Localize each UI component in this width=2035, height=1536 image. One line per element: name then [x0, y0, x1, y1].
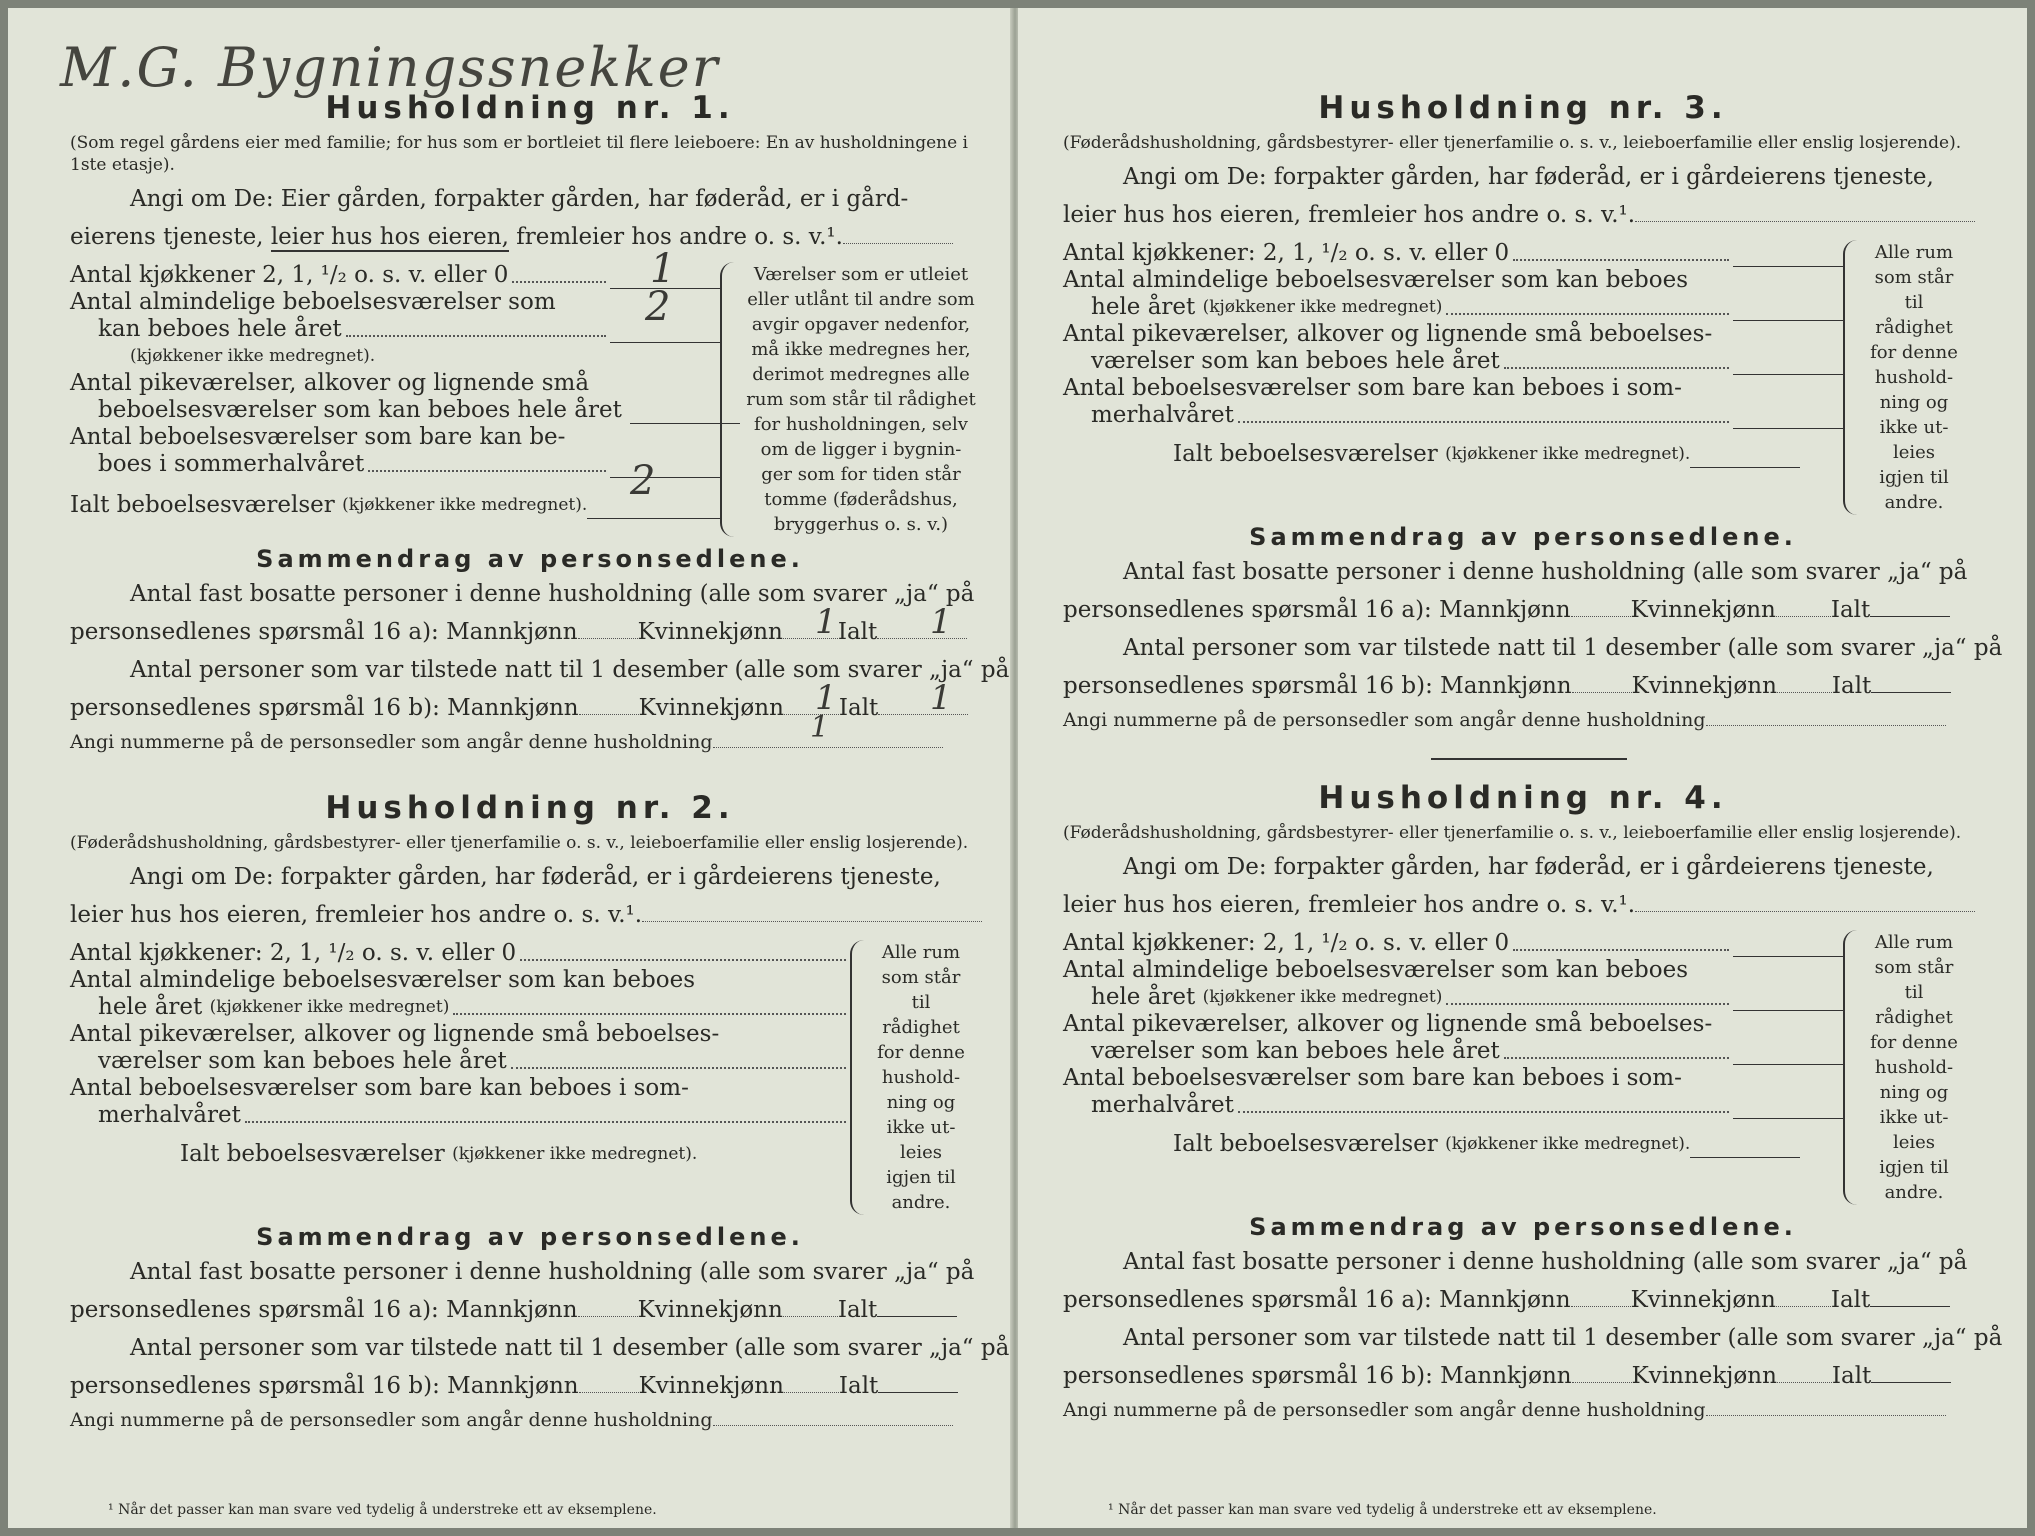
household-4-title: Husholdning nr. 4. — [1318, 780, 1728, 816]
total-rooms-row: Ialt beboelsesværelser (kjøkkener ikke medregnet). — [70, 492, 720, 519]
handwritten-answer: 2 — [645, 284, 671, 330]
maid-rooms-row: beboelsesværelser som kan beboes hele året — [70, 397, 720, 424]
household-2-room-grid: Antal kjøkkener: 2, 1, ¹/₂ o. s. v. eller 0 Antal almindelige beboelsesværelser som kan beboes hele året (kjøkkener ikke medregnet) Antal pikeværelser, alkover og lignende små beboelses- værelser som kan beboes hele året Antal beboelsesværelser som bare kan beboes i som- merhalvåret Ialt beboelsesværelser (kjøkkener ikke medregnet). Alle rum som står til rådighet for denne hushold-ning og ikke ut-leies igjen til andre. — [70, 940, 965, 1213]
footnote: ¹ Når det passer kan man svare ved tydelig å understreke ett av eksemplene. — [108, 1502, 657, 1518]
household-1-title: Husholdning nr. 1. — [325, 90, 735, 126]
household-1-side-note: Værelser som er utleiet eller utlånt til andre som avgir opgaver nedenfor, må ikke medregnes her, derimot medregnes alle rum som står til rådighet for husholdningen, selv om de ligger i bygnin-ger som for tiden står tomme (føderådshus, bryggerhus o. s. v.) — [746, 264, 976, 535]
right-page: Husholdning nr. 3. (Føderådshusholdning, gårdsbestyrer- eller tjenerfamilie o. s. v., leieboerfamilie eller enslig losjerende). Angi om De: forpakter gården, har føderåd, er i gårdeierens tjeneste, leier hus hos eieren, fremleier hos andre o. s. v.¹. Antal kjøkkener: 2, 1, ¹/₂ o. s. v. eller 0 Antal almindelige beboelsesværelser som kan beboes hele året (kjøkkener ikke medregnet) Antal pikeværelser, alkover og lignende små beboelses- værelser som kan beboes hele året Antal beboelsesværelser som bare kan beboes i som- merhalvåret Ialt beboelsesværelser (kjøkkener ikke medregnet). Alle rum som står til rådighet for denne hushold-ning og ikke ut-leies igjen til andre. Sammendrag av personsedlene. Antal fast bosatte personer i denne husholdning (alle som svarer „ja“ på personsedlenes spørsmål 16 a): Mannkjønn Kvinnekjønn Ialt Antal personer som var tilstede natt til 1 desember (alle som svarer „ja“ på personsedlenes spørsmål 16 b): Mannkjønn Kvinnekjønn Ialt Angi nummerne på de personsedler som angår denne husholdning Husholdning nr. 4. (Føderådshusholdning, gårdsbestyrer- eller tjenerfamilie o. s. v., leieboerfamilie eller enslig losjerende). Angi om De: forpakter gården, har føderåd, er i gårdeierens tjeneste, leier hus hos eieren, fremleier hos andre o. s. v.¹. Antal kjøkkener: 2, 1, ¹/₂ o. s. v. eller 0 Antal almindelige beboelsesværelser som kan beboes hele året (kjøkkener ikke medregnet) Antal pikeværelser, alkover og lignende små beboelses- værelser som kan beboes hele året Antal beboelsesværelser som bare kan beboes i som- merhalvåret Ialt beboelsesværelser (kjøkkener ikke medregnet). Alle rum som står til rådighet for denne hushold-ning og ikke ut-leies igjen til andre. Sammendrag av personsedlene. Antal fast bosatte personer i denne husholdning (alle som svarer „ja“ på personsedlenes spørsmål 16 a): Mannkjønn Kvinnekjønn Ialt Antal personer som var tilstede natt til 1 desember (alle som svarer „ja“ på personsedlenes spørsmål 16 b): Mannkjønn Kvinnekjønn Ialt Angi nummerne på de personsedler som angår denne husholdning ¹ Når det passer kan man svare ved tydelig å understreke ett av eksemplene. — [1018, 8, 2027, 1528]
household-4: Husholdning nr. 4. (Føderådshusholdning, gårdsbestyrer- eller tjenerfamilie o. s. v., leieboerfamilie eller enslig losjerende). Angi om De: forpakter gården, har føderåd, er i gårdeierens tjeneste, leier hus hos eieren, fremleier hos andre o. s. v.¹. Antal kjøkkener: 2, 1, ¹/₂ o. s. v. eller 0 Antal almindelige beboelsesværelser som kan beboes hele året (kjøkkener ikke medregnet) Antal pikeværelser, alkover og lignende små beboelses- værelser som kan beboes hele året Antal beboelsesværelser som bare kan beboes i som- merhalvåret Ialt beboelsesværelser (kjøkkener ikke medregnet). Alle rum som står til rådighet for denne hushold-ning og ikke ut-leies igjen til andre. Sammendrag av personsedlene. Antal fast bosatte personer i denne husholdning (alle som svarer „ja“ på personsedlenes spørsmål 16 a): Mannkjønn Kvinnekjønn Ialt Antal personer som var tilstede natt til 1 desember (alle som svarer „ja“ på personsedlenes spørsmål 16 b): Mannkjønn Kvinnekjønn Ialt Angi nummerne på de personsedler som angår denne husholdning — [1063, 780, 2003, 1421]
household-3: Husholdning nr. 3. (Føderådshusholdning, gårdsbestyrer- eller tjenerfamilie o. s. v., leieboerfamilie eller enslig losjerende). Angi om De: forpakter gården, har føderåd, er i gårdeierens tjeneste, leier hus hos eieren, fremleier hos andre o. s. v.¹. Antal kjøkkener: 2, 1, ¹/₂ o. s. v. eller 0 Antal almindelige beboelsesværelser som kan beboes hele året (kjøkkener ikke medregnet) Antal pikeværelser, alkover og lignende små beboelses- værelser som kan beboes hele året Antal beboelsesværelser som bare kan beboes i som- merhalvåret Ialt beboelsesværelser (kjøkkener ikke medregnet). Alle rum som står til rådighet for denne hushold-ning og ikke ut-leies igjen til andre. Sammendrag av personsedlene. Antal fast bosatte personer i denne husholdning (alle som svarer „ja“ på personsedlenes spørsmål 16 a): Mannkjønn Kvinnekjønn Ialt Antal personer som var tilstede natt til 1 desember (alle som svarer „ja“ på personsedlenes spørsmål 16 b): Mannkjønn Kvinnekjønn Ialt Angi nummerne på de personsedler som angår denne husholdning — [1063, 90, 2003, 731]
household-1-angi-line1: Angi om De: Eier gården, forpakter gården, har føderåd, er i gård- — [130, 186, 909, 212]
summary-16a: personsedlenes spørsmål 16 a): Mannkjønn Kvinnekjønn Ialt 1 1 — [70, 613, 990, 651]
household-1-angi-line2: eierens tjeneste, leier hus hos eieren, fremleier hos andre o. s. v.¹. — [70, 218, 990, 256]
person-numbers: Angi nummerne på de personsedler som angår denne husholdning 1 — [70, 727, 990, 757]
summary-16b: personsedlenes spørsmål 16 b): Mannkjønn Kvinnekjønn Ialt 1 1 — [70, 689, 990, 727]
kitchens-row: Antal kjøkkener 2, 1, ¹/₂ o. s. v. eller 0 — [70, 262, 720, 289]
census-form-spread — [8, 8, 2027, 1528]
household-2: Husholdning nr. 2. (Føderådshusholdning, gårdsbestyrer- eller tjenerfamilie o. s. v., leieboerfamilie eller enslig losjerende). Angi om De: forpakter gården, har føderåd, er i gårdeierens tjeneste, leier hus hos eieren, fremleier hos andre o. s. v.¹. Antal kjøkkener: 2, 1, ¹/₂ o. s. v. eller 0 Antal almindelige beboelsesværelser som kan beboes hele året (kjøkkener ikke medregnet) Antal pikeværelser, alkover og lignende små beboelses- værelser som kan beboes hele året Antal beboelsesværelser som bare kan beboes i som- merhalvåret Ialt beboelsesværelser (kjøkkener ikke medregnet). Alle rum som står til rådighet for denne hushold-ning og ikke ut-leies igjen til andre. Sammendrag av personsedlene. Antal fast bosatte personer i denne husholdning (alle som svarer „ja“ på personsedlenes spørsmål 16 a): Mannkjønn Kvinnekjønn Ialt Antal personer som var tilstede natt til 1 desember (alle som svarer „ja“ på personsedlenes spørsmål 16 b): Mannkjønn Kvinnekjønn Ialt Angi nummerne på de personsedler som angår denne husholdning — [70, 790, 1010, 1431]
handwritten-answer: 2 — [630, 458, 656, 504]
section-separator — [1431, 758, 1627, 760]
household-1-note: (Som regel gårdens eier med familie; for hus som er bortleiet til flere leieboere: En av husholdningene i 1ste etasje). — [70, 133, 968, 175]
household-3-room-grid: Antal kjøkkener: 2, 1, ¹/₂ o. s. v. eller 0 Antal almindelige beboelsesværelser som kan beboes hele året (kjøkkener ikke medregnet) Antal pikeværelser, alkover og lignende små beboelses- værelser som kan beboes hele året Antal beboelsesværelser som bare kan beboes i som- merhalvåret Ialt beboelsesværelser (kjøkkener ikke medregnet). Alle rum som står til rådighet for denne hushold-ning og ikke ut-leies igjen til andre. — [1063, 240, 1958, 513]
underlined-option: leier hus hos eieren, — [270, 224, 509, 250]
household-1: Husholdning nr. 1. (Som regel gårdens eier med familie; for hus som er bortleiet til flere leieboere: En av husholdningene i 1ste etasje). Angi om De: Eier gården, forpakter gården, har føderåd, er i gård- eierens tjeneste, leier hus hos eieren, fremleier hos andre o. s. v.¹. Antal kjøkkener 2, 1, ¹/₂ o. s. v. eller 0 Antal almindelige beboelsesværelser som kan beboes hele året (kjøkkener ikke medregnet). Antal pikeværelser, alkover og lignende små beboelsesværelser som kan beboes hele året Antal beboelsesværelser som bare kan be- boes i sommerhalvåret Ialt beboelsesværelser (kjøkkener ikke medregnet). 1 2 2 Værelser som er utleiet eller utlånt til andre som avgir opgaver nedenfor, må ikke medregnes her, derimot medregnes alle rum som står til rådighet for husholdningen, selv om de ligger i bygnin-ger som for tiden står tomme (føderådshus, bryggerhus o. s. v.) Sammendrag av personsedlene. Antal fast bosatte personer i denne husholdning (alle som svarer „ja“ på personsedlenes spørsmål 16 a): Mannkjønn Kvinnekjønn Ialt 1 1 Antal personer som var tilstede natt til 1 desember (alle som svarer „ja“ på personsedlenes spørsmål 16 b): Mannkjønn Kvinnekjønn Ialt 1 1 Angi nummerne på de personsedler som angår denne husholdning 1 — [70, 90, 990, 757]
handwritten-answer: 1 — [650, 246, 676, 292]
household-3-title: Husholdning nr. 3. — [1318, 90, 1728, 126]
household-4-room-grid: Antal kjøkkener: 2, 1, ¹/₂ o. s. v. eller 0 Antal almindelige beboelsesværelser som kan beboes hele året (kjøkkener ikke medregnet) Antal pikeværelser, alkover og lignende små beboelses- værelser som kan beboes hele året Antal beboelsesværelser som bare kan beboes i som- merhalvåret Ialt beboelsesværelser (kjøkkener ikke medregnet). Alle rum som står til rådighet for denne hushold-ning og ikke ut-leies igjen til andre. — [1063, 930, 1958, 1203]
summary-heading: Sammendrag av personsedlene. — [256, 545, 804, 573]
left-page — [8, 8, 1012, 1528]
handwritten-header: M.G. Bygningssnekker — [60, 36, 720, 99]
household-2-title: Husholdning nr. 2. — [325, 790, 735, 826]
rooms-row: kan beboes hele året — [70, 316, 720, 343]
household-1-room-grid: Antal kjøkkener 2, 1, ¹/₂ o. s. v. eller 0 Antal almindelige beboelsesværelser som kan beboes hele året (kjøkkener ikke medregnet). Antal pikeværelser, alkover og lignende små beboelsesværelser som kan beboes hele året Antal beboelsesværelser som bare kan be- boes i sommerhalvåret Ialt beboelsesværelser (kjøkkener ikke medregnet). 1 2 2 Værelser som er utleiet eller utlånt til andre som avgir opgaver nedenfor, må ikke medregnes her, derimot medregnes alle rum som står til rådighet for husholdningen, selv om de ligger i bygnin-ger som for tiden står tomme (føderådshus, bryggerhus o. s. v.) — [70, 246, 976, 535]
summer-rooms-row: boes i sommerhalvåret — [70, 451, 720, 478]
